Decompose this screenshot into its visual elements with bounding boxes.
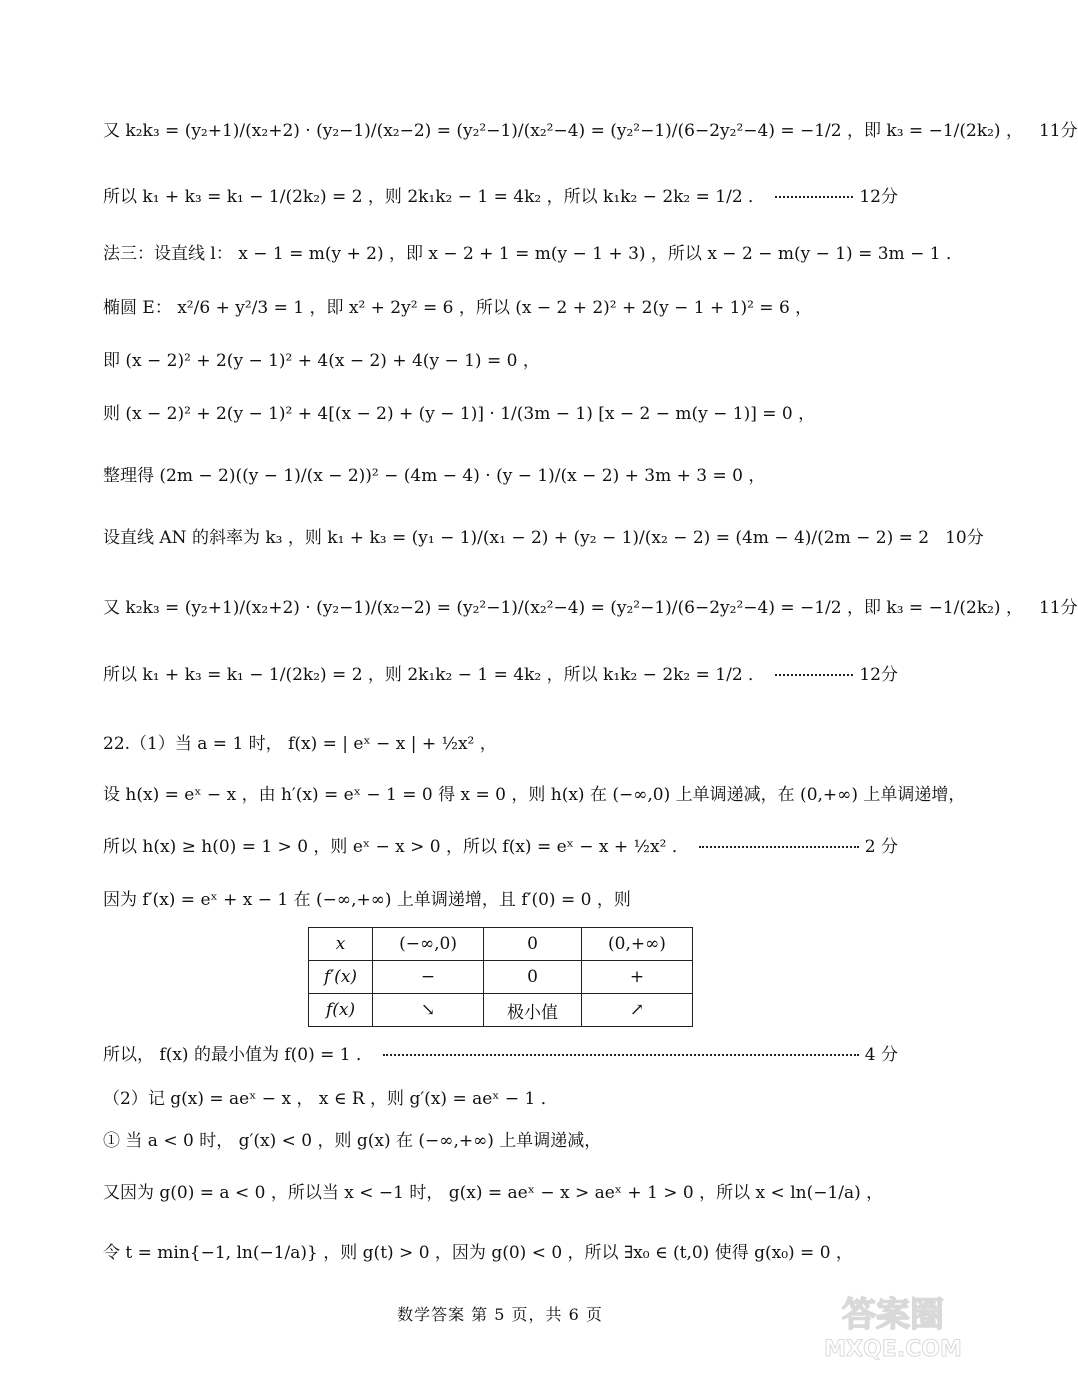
score-label: 4 分: [864, 1045, 898, 1065]
table-cell: ↗: [582, 994, 693, 1027]
table-cell: (−∞,0): [373, 928, 484, 961]
solution-line: 设直线 AN 的斜率为 k₃ ，则 k₁ + k₃ = (y₁ − 1)/(x₁ − 2) + (y₂ − 1)/(x₂ − 2) = (4m − 4)/(2m − 2) = 2 10分: [103, 528, 984, 548]
table-row: [309, 928, 693, 961]
table-cell: x: [309, 928, 373, 961]
table-cell: f′(x): [309, 961, 373, 994]
leader-dots: [775, 196, 853, 198]
solution-line: 22.（1）当 a = 1 时， f(x) = | eˣ − x | + ½x² ，: [103, 734, 497, 754]
solution-line: ① 当 a < 0 时， g′(x) < 0 ，则 g(x) 在 (−∞,+∞) 上单调递减，: [103, 1131, 602, 1151]
table-row: [309, 961, 693, 994]
table-cell: −: [373, 961, 484, 994]
score-label: 10分: [945, 528, 984, 548]
table-cell: (0,+∞): [582, 928, 693, 961]
solution-line: 所以 k₁ + k₃ = k₁ − 1/(2k₂) = 2 ，则 2k₁k₂ − 1 = 4k₂ ，所以 k₁k₂ − 2k₂ = 1/2 ． 12分: [103, 665, 898, 685]
solution-line: （2）记 g(x) = aeˣ − x ， x ∈ R ，则 g′(x) = aeˣ − 1 ．: [103, 1089, 558, 1109]
solution-line: 又因为 g(0) = a < 0 ，所以当 x < −1 时， g(x) = aeˣ − x > aeˣ + 1 > 0 ，所以 x < ln(−1/a) ，: [103, 1183, 884, 1203]
solution-line: 令 t = min{−1, ln(−1/a)} ，则 g(t) > 0 ，因为 g(0) < 0 ，所以 ∃x₀ ∈ (t,0) 使得 g(x₀) = 0 ，: [103, 1243, 853, 1263]
solution-line: 法三：设直线 l： x − 1 = m(y + 2) ，即 x − 2 + 1 = m(y − 1 + 3) ，所以 x − 2 − m(y − 1) = 3m − 1 ．: [103, 244, 963, 264]
leader-dots: [383, 1054, 859, 1056]
solution-line: 所以 h(x) ≥ h(0) = 1 > 0 ，则 eˣ − x > 0 ，所以 f(x) = eˣ − x + ½x² ． 2 分: [103, 837, 898, 857]
watermark-logo: [808, 1290, 978, 1362]
score-label: 11分: [1038, 598, 1078, 618]
table-cell: 0: [484, 928, 582, 961]
page-footer: 数学答案 第 5 页，共 6 页: [397, 1305, 603, 1324]
solution-line: 整理得 (2m − 2)((y − 1)/(x − 2))² − (4m − 4) · (y − 1)/(x − 2) + 3m + 3 = 0 ，: [103, 466, 766, 486]
table-row: [309, 994, 693, 1027]
solution-line: 所以， f(x) 的最小值为 f(0) = 1 ． 4 分: [103, 1045, 898, 1065]
solution-line: 因为 f′(x) = eˣ + x − 1 在 (−∞,+∞) 上单调递增，且 f′(0) = 0 ，则: [103, 890, 631, 910]
table-cell: 0: [484, 961, 582, 994]
solution-line: 所以 k₁ + k₃ = k₁ − 1/(2k₂) = 2 ，则 2k₁k₂ − 1 = 4k₂ ，所以 k₁k₂ − 2k₂ = 1/2 ． 12分: [103, 187, 898, 207]
leader-dots: [699, 846, 859, 848]
table-cell: +: [582, 961, 693, 994]
solution-line: 即 (x − 2)² + 2(y − 1)² + 4(x − 2) + 4(y − 1) = 0 ，: [103, 351, 540, 371]
table-cell: 极小值: [484, 994, 582, 1027]
score-label: 12分: [859, 187, 898, 207]
score-label: 2 分: [864, 837, 898, 857]
score-label: 11分: [1038, 121, 1078, 141]
table-cell: ↘: [373, 994, 484, 1027]
solution-line: 则 (x − 2)² + 2(y − 1)² + 4[(x − 2) + (y − 1)] · 1/(3m − 1) [x − 2 − m(y − 1)] = 0 ，: [103, 404, 816, 424]
table-cell: f(x): [309, 994, 373, 1027]
watermark-brand: 答案圈: [842, 1295, 944, 1335]
solution-line: 椭圆 E： x²/6 + y²/3 = 1 ，即 x² + 2y² = 6 ，所以 (x − 2 + 2)² + 2(y − 1 + 1)² = 6 ，: [103, 298, 813, 318]
sign-table: [308, 927, 693, 1027]
solution-line: 又 k₂k₃ = (y₂+1)/(x₂+2) · (y₂−1)/(x₂−2) = (y₂²−1)/(x₂²−4) = (y₂²−1)/(6−2y₂²−4) = −1/2 ，即 k₃ = −1/(2k₂) ， 11分: [103, 121, 1078, 141]
solution-line: 又 k₂k₃ = (y₂+1)/(x₂+2) · (y₂−1)/(x₂−2) = (y₂²−1)/(x₂²−4) = (y₂²−1)/(6−2y₂²−4) = −1/2 ，即 k₃ = −1/(2k₂) ， 11分: [103, 598, 1078, 618]
leader-dots: [775, 674, 853, 676]
solution-line: 设 h(x) = eˣ − x ，由 h′(x) = eˣ − 1 = 0 得 x = 0 ，则 h(x) 在 (−∞,0) 上单调递减，在 (0,+∞) 上单调递增，: [103, 785, 966, 805]
watermark-url: MXQE.COM: [824, 1337, 962, 1362]
score-label: 12分: [859, 665, 898, 685]
